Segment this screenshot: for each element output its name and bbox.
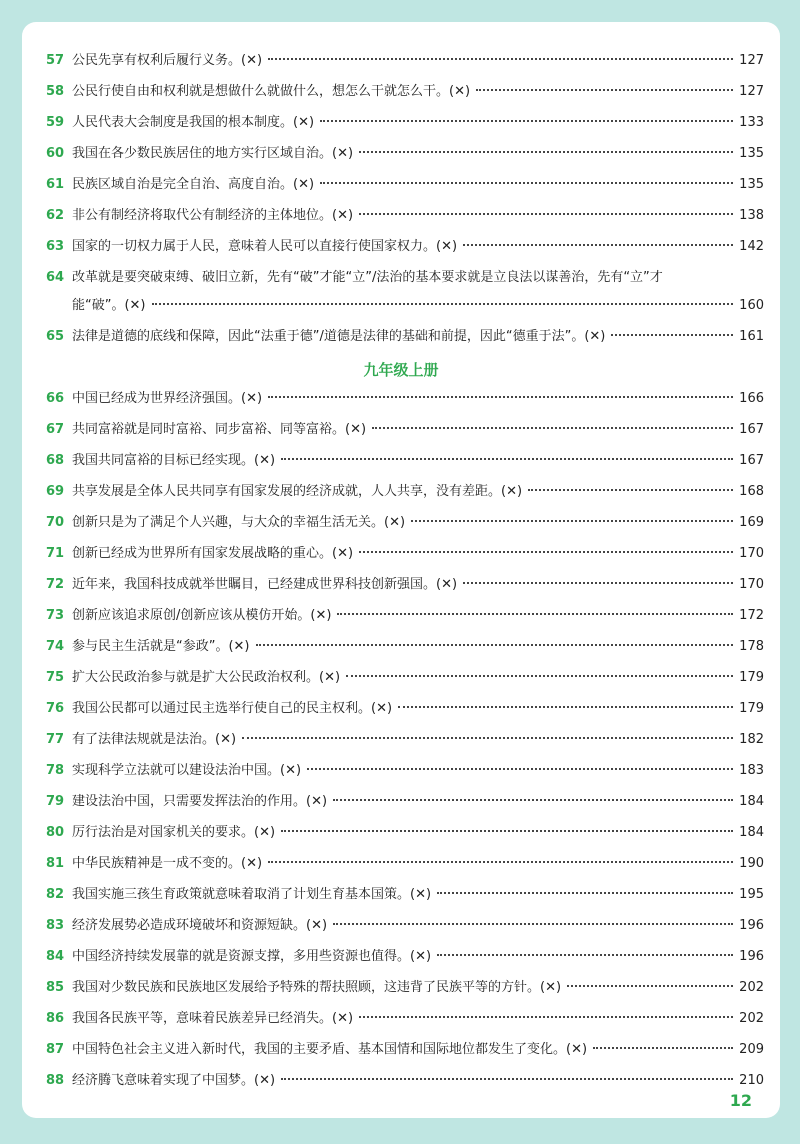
item-number: 88: [46, 1073, 65, 1088]
item-text: 公民行使自由和权利就是想做什么就做什么，想怎么干就怎么干。(✕): [72, 84, 471, 99]
leader-dots: [611, 334, 733, 336]
item-page: 133: [739, 115, 764, 130]
item-text: 实现科学立法就可以建设法治中国。(✕): [72, 763, 302, 778]
list-item: [46, 419, 764, 441]
item-text: 创新已经成为世界所有国家发展战略的重心。(✕): [72, 546, 354, 561]
item-text: 近年来，我国科技成就举世瞩目，已经建成世界科技创新强国。(✕): [72, 577, 458, 592]
item-page: 182: [739, 732, 764, 747]
item-page: 127: [739, 84, 764, 99]
leader-dots: [256, 644, 734, 646]
list-item: [46, 174, 764, 196]
list-item: [46, 667, 764, 689]
leader-dots: [337, 613, 733, 615]
item-number: 87: [46, 1042, 65, 1057]
item-page: 135: [739, 146, 764, 161]
item-page: 167: [739, 453, 764, 468]
item-text: 共同富裕就是同时富裕、同步富裕、同等富裕。(✕): [72, 422, 367, 437]
list-item: [46, 729, 764, 751]
list-item: [46, 977, 764, 999]
item-number: 82: [46, 887, 65, 902]
item-page: 179: [739, 701, 764, 716]
item-text: 经济腾飞意味着实现了中国梦。(✕): [72, 1073, 276, 1088]
item-page: 142: [739, 239, 764, 254]
item-page: 166: [739, 391, 764, 406]
list-item: [46, 1039, 764, 1061]
list-item: [46, 450, 764, 472]
item-page: 160: [739, 298, 764, 313]
item-number: 58: [46, 84, 65, 99]
leader-dots: [528, 489, 733, 491]
item-number: 80: [46, 825, 65, 840]
leader-dots: [398, 706, 733, 708]
list-item: [46, 760, 764, 782]
list-item: [46, 636, 764, 658]
list-item: [46, 822, 764, 844]
item-number: 84: [46, 949, 65, 964]
item-number: 69: [46, 484, 65, 499]
item-number: 85: [46, 980, 65, 995]
item-text: 国家的一切权力属于人民，意味着人民可以直接行使国家权力。(✕): [72, 239, 458, 254]
item-page: 172: [739, 608, 764, 623]
item-number: 74: [46, 639, 65, 654]
list-item: [46, 946, 764, 968]
leader-dots: [268, 861, 733, 863]
item-number: 75: [46, 670, 65, 685]
item-text: 中国已经成为世界经济强国。(✕): [72, 391, 263, 406]
item-number: 70: [46, 515, 65, 530]
item-number: 60: [46, 146, 65, 161]
item-text: 我国共同富裕的目标已经实现。(✕): [72, 453, 276, 468]
item-text: 扩大公民政治参与就是扩大公民政治权利。(✕): [72, 670, 341, 685]
list-item: [46, 698, 764, 720]
leader-dots: [320, 182, 733, 184]
item-number: 76: [46, 701, 65, 716]
item-page: 190: [739, 856, 764, 871]
item-text: 经济发展势必造成环境破坏和资源短缺。(✕): [72, 918, 328, 933]
list-item: [46, 267, 764, 317]
item-number: 61: [46, 177, 65, 192]
leader-dots: [281, 458, 733, 460]
list-item: [46, 1070, 764, 1092]
item-number: 63: [46, 239, 65, 254]
item-text: 创新应该追求原创/创新应该从模仿开始。(✕): [72, 608, 332, 623]
item-number: 83: [46, 918, 65, 933]
leader-dots: [359, 213, 733, 215]
item-text: 我国实施三孩生育政策就意味着取消了计划生育基本国策。(✕): [72, 887, 432, 902]
item-number: 66: [46, 391, 65, 406]
item-text: 公民先享有权利后履行义务。(✕): [72, 53, 263, 68]
item-number: 59: [46, 115, 65, 130]
item-page: 167: [739, 422, 764, 437]
item-page: 210: [739, 1073, 764, 1088]
item-text: 创新只是为了满足个人兴趣，与大众的幸福生活无关。(✕): [72, 515, 406, 530]
item-number: 64: [46, 270, 65, 285]
item-page: 127: [739, 53, 764, 68]
item-page: 138: [739, 208, 764, 223]
item-number: 72: [46, 577, 65, 592]
item-page: 196: [739, 918, 764, 933]
item-number: 57: [46, 53, 65, 68]
leader-dots: [346, 675, 733, 677]
item-text: 中华民族精神是一成不变的。(✕): [72, 856, 263, 871]
leader-dots: [268, 396, 733, 398]
item-text: 有了法律法规就是法治。(✕): [72, 732, 237, 747]
list-item: [46, 1008, 764, 1030]
leader-dots: [268, 58, 733, 60]
list-item: [46, 481, 764, 503]
leader-dots: [437, 892, 733, 894]
item-page: 169: [739, 515, 764, 530]
page-sheet: [22, 22, 780, 1118]
item-page: 135: [739, 177, 764, 192]
item-page: 170: [739, 577, 764, 592]
item-page: 184: [739, 825, 764, 840]
section-title: 九年级上册: [363, 361, 439, 379]
list-item: [46, 574, 764, 596]
item-text: 建设法治中国，只需要发挥法治的作用。(✕): [72, 794, 328, 809]
leader-dots: [307, 768, 733, 770]
list-item: [46, 50, 764, 72]
item-page: 161: [739, 329, 764, 344]
item-page: 195: [739, 887, 764, 902]
list-item: [46, 236, 764, 258]
item-text: 我国各民族平等，意味着民族差异已经消失。(✕): [72, 1011, 354, 1026]
leader-dots: [281, 830, 733, 832]
item-text: 民族区域自治是完全自治、高度自治。(✕): [72, 177, 315, 192]
item-text: 我国对少数民族和民族地区发展给予特殊的帮扶照顾，这违背了民族平等的方针。(✕): [72, 980, 562, 995]
item-page: 209: [739, 1042, 764, 1057]
list-item: [46, 143, 764, 165]
list-item: [46, 512, 764, 534]
item-number: 65: [46, 329, 65, 344]
item-number: 81: [46, 856, 65, 871]
leader-dots: [320, 120, 733, 122]
leader-dots: [372, 427, 733, 429]
list-item: [46, 112, 764, 134]
list-item: [46, 205, 764, 227]
item-text: 非公有制经济将取代公有制经济的主体地位。(✕): [72, 208, 354, 223]
leader-dots: [359, 1016, 733, 1018]
leader-dots: [411, 520, 733, 522]
leader-dots: [463, 244, 733, 246]
item-text: 共享发展是全体人民共同享有国家发展的经济成就，人人共享，没有差距。(✕): [72, 484, 523, 499]
leader-dots: [281, 1078, 733, 1080]
leader-dots: [463, 582, 733, 584]
leader-dots: [567, 985, 733, 987]
item-text: 中国经济持续发展靠的就是资源支撑，多用些资源也值得。(✕): [72, 949, 432, 964]
item-number: 86: [46, 1011, 65, 1026]
leader-dots: [476, 89, 733, 91]
item-text: 我国在各少数民族居住的地方实行区域自治。(✕): [72, 146, 354, 161]
leader-dots: [333, 799, 733, 801]
leader-dots: [152, 303, 734, 305]
list-item: [46, 884, 764, 906]
item-page: 183: [739, 763, 764, 778]
leader-dots: [359, 551, 733, 553]
item-number: 77: [46, 732, 65, 747]
list-item: [46, 853, 764, 875]
item-text: 法律是道德的底线和保障，因此“法重于德”/道德是法律的基础和前提，因此“德重于法”。(✕): [72, 329, 606, 344]
item-page: 168: [739, 484, 764, 499]
leader-dots: [333, 923, 733, 925]
leader-dots: [242, 737, 733, 739]
list-item: [46, 605, 764, 627]
item-number: 68: [46, 453, 65, 468]
item-page: 184: [739, 794, 764, 809]
item-number: 67: [46, 422, 65, 437]
leader-dots: [593, 1047, 733, 1049]
list-item: [46, 791, 764, 813]
item-page: 196: [739, 949, 764, 964]
list-item: [46, 915, 764, 937]
item-text: 参与民主生活就是“参政”。(✕): [72, 639, 250, 654]
page-number: 12: [729, 1091, 752, 1110]
list-item: [46, 388, 764, 410]
item-text: 中国特色社会主义进入新时代，我国的主要矛盾、基本国情和国际地位都发生了变化。(✕): [72, 1042, 588, 1057]
item-number: 79: [46, 794, 65, 809]
item-text: 改革就是要突破束缚、破旧立新，先有“破”才能“立”/法治的基本要求就是立良法以谋善治，先有“立”才: [72, 270, 663, 285]
leader-dots: [437, 954, 733, 956]
list-item: [46, 81, 764, 103]
item-page: 170: [739, 546, 764, 561]
item-number: 78: [46, 763, 65, 778]
list-item: [46, 543, 764, 565]
item-text-continued: 能“破”。(✕): [72, 298, 146, 313]
list-item: [46, 326, 764, 348]
item-number: 62: [46, 208, 65, 223]
item-text: 人民代表大会制度是我国的根本制度。(✕): [72, 115, 315, 130]
item-number: 73: [46, 608, 65, 623]
item-text: 我国公民都可以通过民主选举行使自己的民主权利。(✕): [72, 701, 393, 716]
leader-dots: [359, 151, 733, 153]
item-page: 202: [739, 1011, 764, 1026]
item-page: 179: [739, 670, 764, 685]
item-text: 厉行法治是对国家机关的要求。(✕): [72, 825, 276, 840]
item-page: 202: [739, 980, 764, 995]
item-number: 71: [46, 546, 65, 561]
item-page: 178: [739, 639, 764, 654]
